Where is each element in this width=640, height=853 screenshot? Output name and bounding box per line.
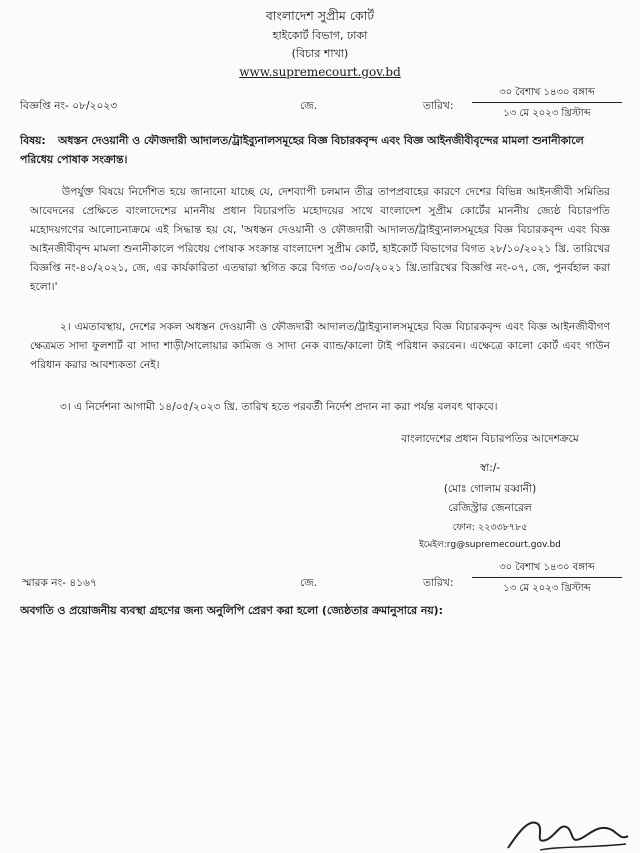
- header-court-name: বাংলাদেশ সুপ্রীম কোর্ট: [265, 8, 375, 23]
- signatory-email[interactable]: ইমেইল:rg@supremecourt.gov.bd: [419, 540, 561, 550]
- notice-date-gregorian: ১৩ মে ২০২৩ খ্রিস্টাব্দ: [503, 108, 591, 119]
- signed-mark: স্বা:/-: [479, 462, 501, 474]
- memo-date-divider: [472, 577, 622, 578]
- notice-date-bangla: ৩০ বৈশাখ ১৪৩০ বঙ্গাব্দ: [499, 87, 595, 98]
- body-paragraph-2: ২। এমতাবস্থায়, দেশের সকল অধস্তন দেওয়ানী ও ফৌজদারী আদালত/ট্রাইব্যুনালসমূহের বিজ্ঞ বিচারকবৃন্দ এবং বিজ্ঞ আইনজীবীগণ ক্ষেত্রমত সাদা ফুলশার্ট বা সাদা শাড়ী/সালোয়ার কামিজ ও সাদা নেক ব্যান্ড/কালো টাই পরিধান করবেন। এক্ষেত্রে কালো কোর্ট এবং গাউন পরিধান করার আবশ্যকতা নেই।: [30, 321, 610, 371]
- header-section: (বিচার শাখা): [291, 47, 349, 60]
- notice-date-divider: [472, 102, 622, 103]
- signatory-name: (মোঃ গোলাম রব্বানী): [443, 483, 537, 495]
- notice-number: বিজ্ঞপ্তি নং- ০৮/২০২৩: [20, 100, 118, 112]
- order-line: বাংলাদেশের প্রধান বিচারপতির আদেশক্রমে: [401, 433, 579, 445]
- body-paragraph-3: ৩। এ নির্দেশনা আগামী ১৪/০৫/২০২৩ খ্রি. তারিখ হতে পরবর্তী নির্দেশ প্রদান না করা পর্যন্ত বলবৎ থাকবে।: [60, 401, 498, 413]
- notice-date-label: তারিখ:: [423, 100, 454, 112]
- handwritten-signature-icon: [500, 810, 630, 853]
- copy-heading: অবগতি ও প্রয়োজনীয় ব্যবস্থা গ্রহণের জন্য অনুলিপি প্রেরণ করা হলো (জ্যেষ্ঠতার ক্রমানুসারে নয়):: [20, 604, 443, 617]
- memo-date-gregorian: ১৩ মে ২০২৩ খ্রিস্টাব্দ: [503, 583, 591, 594]
- notice-je: জে.: [300, 100, 318, 112]
- subject-label: বিষয়:: [20, 134, 46, 147]
- subject-text: অধস্তন দেওয়ানী ও ফৌজদারী আদালত/ট্রাইব্যুনালসমূহের বিজ্ঞ বিচারকবৃন্দ এবং বিজ্ঞ আইনজীবীবৃন্দের মামলা শুনানীকালে পরিধেয় পোষাক সংক্রান্ত।: [20, 134, 584, 166]
- memo-date-label: তারিখ:: [423, 577, 454, 589]
- header-website-link[interactable]: www.supremecourt.gov.bd: [239, 65, 401, 79]
- header-division: হাইকোর্ট বিভাগ, ঢাকা: [272, 29, 368, 42]
- signatory-designation: রেজিস্ট্রার জেনারেল: [448, 502, 532, 514]
- memo-number: স্মারক নং- ৪১৬৭: [22, 577, 97, 589]
- subject-block: [20, 131, 618, 169]
- signatory-phone: ফোন: ২২৩৩৮৭৮৫: [452, 522, 528, 533]
- memo-je: জে.: [300, 577, 318, 589]
- body-paragraph-1: উপর্যুক্ত বিষয়ে নির্দেশিত হয়ে জানানো যাচ্ছে যে, দেশব্যাপী চলমান তীব্র তাপপ্রবাহের কারণে দেশের বিভিন্ন আইনজীবী সমিতির আবেদনের প্রেক্ষিতে বাংলাদেশের মাননীয় প্রধান বিচারপতি মহোদয়ের সাথে বাংলাদেশ সুপ্রীম কোর্টের মাননীয় জ্যেষ্ঠ বিচারপতি মহোদয়গণের আলোচনাক্রমে এই সিদ্ধান্ত হয় যে, 'অধস্তন দেওয়ানী ও ফৌজদারী আদালত/ট্রাইব্যুনালসমূহের বিজ্ঞ বিচারকবৃন্দ এবং বিজ্ঞ আইনজীবীবৃন্দ মামলা শুনানীকালে পরিধেয় পোষাক সংক্রান্ত বাংলাদেশ সুপ্রীম কোর্ট, হাইকোর্ট বিভাগের বিগত ২৮/১০/২০২১ খ্রি. তারিখের বিজ্ঞপ্তি নং-৪০/২০২১, জে, এর কার্যকারিতা এতদ্বারা স্থগিত করে বিগত ৩০/০৩/২০২১ খ্রি.তারিখের বিজ্ঞপ্তি নং-০৭, জে, পুনর্বহাল করা হলো।': [30, 186, 610, 293]
- memo-date-bangla: ৩০ বৈশাখ ১৪৩০ বঙ্গাব্দ: [499, 562, 595, 573]
